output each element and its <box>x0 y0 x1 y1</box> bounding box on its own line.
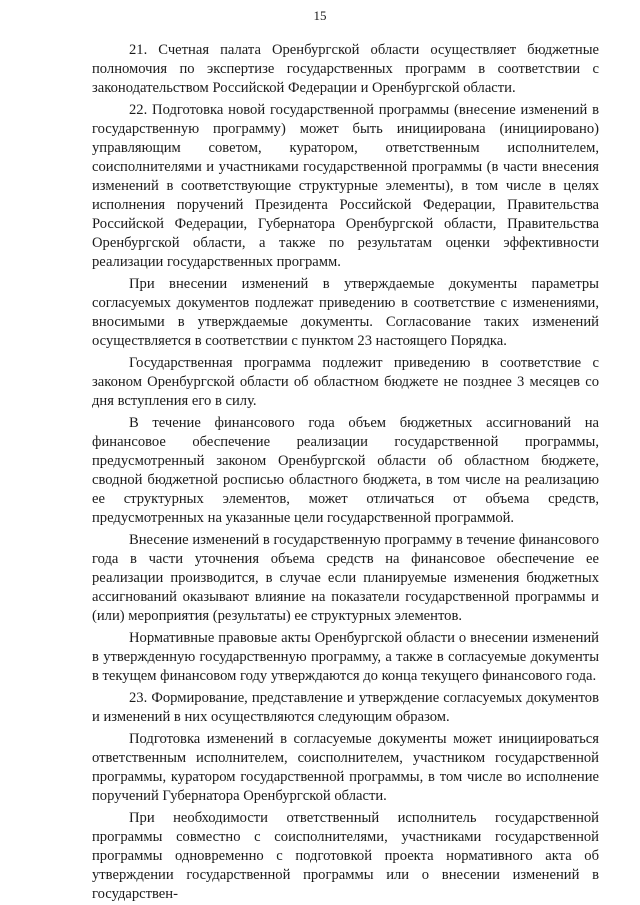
paragraph-23-responsible-executor: При необходимости ответственный исполнитель государственной программы совместно с соисполнителями, участниками государственной программы одновременно с подготовкой проекта нормативного акта об утверждении государственной программы или о внесении изменений в государствен- <box>92 810 599 902</box>
paragraph-23-preparation: Подготовка изменений в согласуемые документы может инициироваться ответственным исполнителем, соисполнителем, участником государственной программы, куратором государственной программы, в том числе во исполнение поручений Губернатора Оренбургской области. <box>92 731 599 804</box>
paragraph-22-amendments: При внесении изменений в утверждаемые документы параметры согласуемых документов подлежат приведению в соответствие с изменениями, вносимыми в утверждаемые документы. Согласование таких изменений осуществляется в соответствии с пунктом 23 настоящего Порядка. <box>92 276 599 349</box>
document-body <box>92 0 599 904</box>
paragraph-22: 22. Подготовка новой государственной программы (внесение изменений в государственную программу) может быть инициирована (инициировано) управляющим советом, куратором, ответственным исполнителем, соисполнителями и участниками государственной программы (в части внесения изменений в соответствующие структурные элементы), в том числе в целях исполнения поручений Президента Российской Федерации, Правительства Российской Федерации, Губернатора Оренбургской области, Правительства Оренбургской области, а также по результатам оценки эффективности реализации государственных программ. <box>92 102 599 270</box>
paragraph-22-legal-acts: Нормативные правовые акты Оренбургской области о внесении изменений в утвержденную государственную программу, а также в согласуемые документы в текущем финансовом году утверждаются до конца текущего финансового года. <box>92 630 599 684</box>
paragraph-21: 21. Счетная палата Оренбургской области осуществляет бюджетные полномочия по экспертизе государственных программ в соответствии с законодательством Российской Федерации и Оренбургской области. <box>92 42 599 96</box>
paragraph-23: 23. Формирование, представление и утверждение согласуемых документов и изменений в них осуществляются следующим образом. <box>92 690 599 725</box>
paragraph-22-financial-year: В течение финансового года объем бюджетных ассигнований на финансовое обеспечение реализации государственной программы, предусмотренный законом Оренбургской области об областном бюджете, сводной бюджетной росписью областного бюджета, в том числе на реализацию ее структурных элементов, может отличаться от объема средств, предусмотренных на указанные цели государственной программой. <box>92 415 599 526</box>
paragraph-22-funding-changes: Внесение изменений в государственную программу в течение финансового года в части уточнения объема средств на финансовое обеспечение ее реализации производится, в случае если планируемые изменения бюджетных ассигнований оказывают влияние на показатели государственной программы и (или) мероприятия (результаты) ее структурных элементов. <box>92 532 599 624</box>
paragraph-22-budget-law: Государственная программа подлежит приведению в соответствие с законом Оренбургской области об областном бюджете не позднее 3 месяцев со дня вступления его в силу. <box>92 355 599 409</box>
page-number: 15 <box>313 8 327 23</box>
